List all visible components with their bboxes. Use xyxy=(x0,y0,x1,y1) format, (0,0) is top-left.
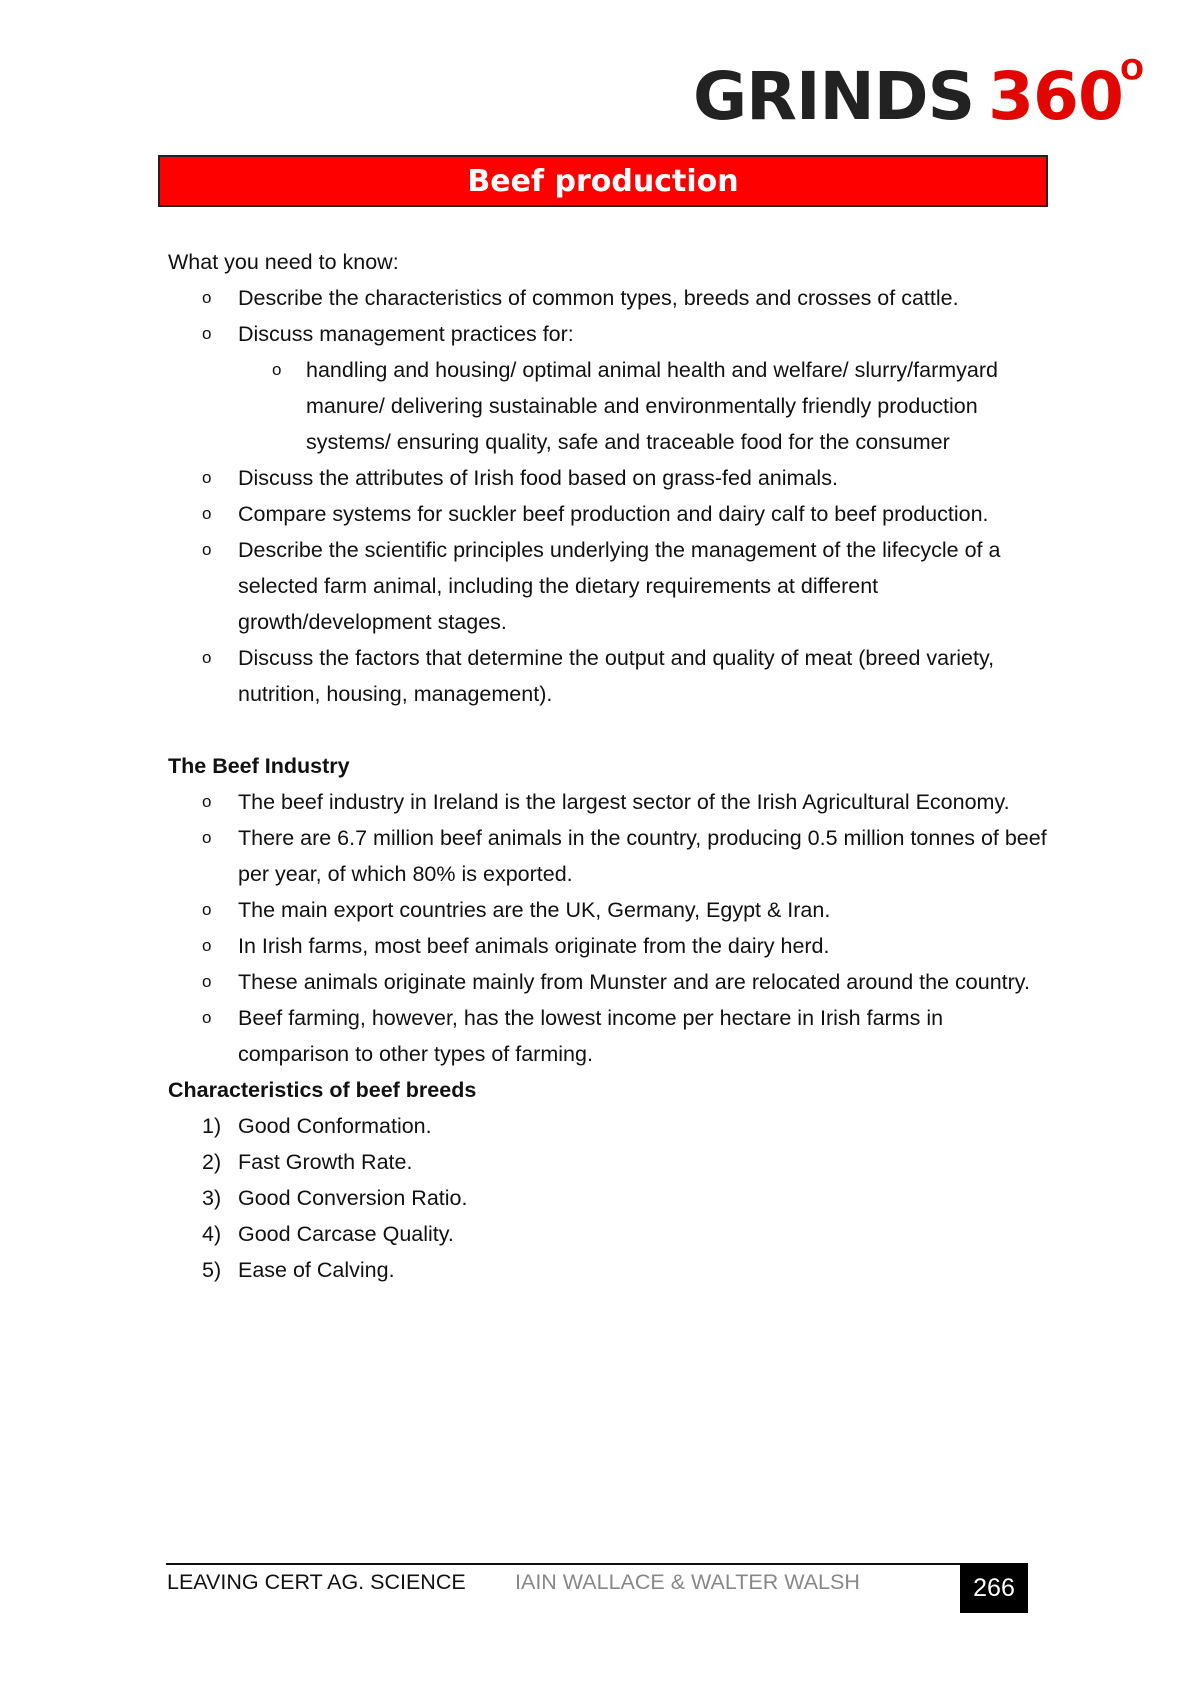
list-item xyxy=(168,820,1048,892)
list-item xyxy=(168,316,1048,352)
list-item xyxy=(168,784,1048,820)
list-item-text: Ease of Calving. xyxy=(238,1258,395,1282)
bullet-marker: o xyxy=(202,1008,212,1027)
bullet-marker: o xyxy=(202,792,212,811)
section-heading-beef-breeds: Characteristics of beef breeds xyxy=(168,1078,477,1102)
list-item-text: The beef industry in Ireland is the largest sector of the Irish Agricultural Economy. xyxy=(238,790,1010,814)
bullet-marker: o xyxy=(202,972,212,991)
item-number: 2) xyxy=(202,1150,222,1174)
logo-number: 360 xyxy=(988,58,1123,135)
page-title: Beef production xyxy=(467,163,739,199)
page-number xyxy=(960,1563,1028,1613)
numbered-item xyxy=(168,1216,1048,1252)
bullet-marker: o xyxy=(202,900,212,919)
list-item xyxy=(168,460,1048,496)
numbered-item xyxy=(168,1252,1048,1288)
list-item-text: Discuss the factors that determine the output and quality of meat (breed variety, nutrition, housing, management). xyxy=(238,646,995,706)
list-item-text: Fast Growth Rate. xyxy=(238,1150,413,1174)
beef-industry-list xyxy=(168,784,1048,1072)
document-body xyxy=(168,244,1048,1288)
list-item-text: Beef farming, however, has the lowest income per hectare in Irish farms in comparison to other types of farming. xyxy=(238,1006,944,1066)
bullet-marker: o xyxy=(202,324,212,343)
list-item xyxy=(168,496,1048,532)
item-number: 4) xyxy=(202,1222,222,1246)
logo-degree: O xyxy=(1120,53,1143,86)
title-banner xyxy=(158,155,1048,207)
list-item-text: These animals originate mainly from Munster and are relocated around the country. xyxy=(238,970,1030,994)
numbered-item xyxy=(168,1108,1048,1144)
list-item-text: handling and housing/ optimal animal health and welfare/ slurry/farmyard manure/ delivering sustainable and environmentally friendly production systems/ ensuring quality, safe and traceable food for the consumer xyxy=(306,358,998,454)
list-item-text: Describe the scientific principles underlying the management of the lifecycle of a selected farm animal, including the dietary requirements at different growth/development stages. xyxy=(238,538,1001,634)
sub-list-item xyxy=(168,352,1048,460)
learning-outcomes-list xyxy=(168,280,1048,712)
intro-label: What you need to know: xyxy=(168,250,399,274)
list-item-text: Good Conformation. xyxy=(238,1114,432,1138)
footer-authors: IAIN WALLACE & WALTER WALSH xyxy=(515,1570,860,1594)
list-item xyxy=(168,640,1048,712)
bullet-marker: o xyxy=(202,828,212,847)
section-heading-beef-industry: The Beef Industry xyxy=(168,754,350,778)
list-item xyxy=(168,1000,1048,1072)
list-item-text: Good Conversion Ratio. xyxy=(238,1186,468,1210)
list-item xyxy=(168,532,1048,640)
bullet-marker: o xyxy=(272,360,282,379)
item-number: 3) xyxy=(202,1186,222,1210)
list-item xyxy=(168,928,1048,964)
list-item xyxy=(168,964,1048,1000)
bullet-marker: o xyxy=(202,936,212,955)
spacer xyxy=(168,712,1048,748)
page-number-text: 266 xyxy=(973,1573,1015,1602)
footer-divider xyxy=(166,1563,964,1565)
list-item-text: The main export countries are the UK, Germany, Egypt & Iran. xyxy=(238,898,831,922)
bullet-marker: o xyxy=(202,648,212,667)
list-item-text: Discuss the attributes of Irish food based on grass-fed animals. xyxy=(238,466,838,490)
grinds-360-logo xyxy=(693,53,1143,135)
list-item-text: Describe the characteristics of common types, breeds and crosses of cattle. xyxy=(238,286,959,310)
item-number: 5) xyxy=(202,1258,222,1282)
beef-breeds-list xyxy=(168,1108,1048,1288)
bullet-marker: o xyxy=(202,504,212,523)
list-item-text: Good Carcase Quality. xyxy=(238,1222,454,1246)
list-item-text: Compare systems for suckler beef production and dairy calf to beef production. xyxy=(238,502,989,526)
numbered-item xyxy=(168,1144,1048,1180)
list-item-text: Discuss management practices for: xyxy=(238,322,574,346)
logo-word: GRINDS xyxy=(693,58,975,135)
bullet-marker: o xyxy=(202,540,212,559)
bullet-marker: o xyxy=(202,288,212,307)
list-item xyxy=(168,892,1048,928)
footer-course-title: LEAVING CERT AG. SCIENCE xyxy=(167,1570,466,1594)
bullet-marker: o xyxy=(202,468,212,487)
list-item xyxy=(168,280,1048,316)
numbered-item xyxy=(168,1180,1048,1216)
list-item-text: In Irish farms, most beef animals originate from the dairy herd. xyxy=(238,934,830,958)
list-item-text: There are 6.7 million beef animals in the country, producing 0.5 million tonnes of beef per year, of which 80% is exported. xyxy=(238,826,1047,886)
item-number: 1) xyxy=(202,1114,222,1138)
